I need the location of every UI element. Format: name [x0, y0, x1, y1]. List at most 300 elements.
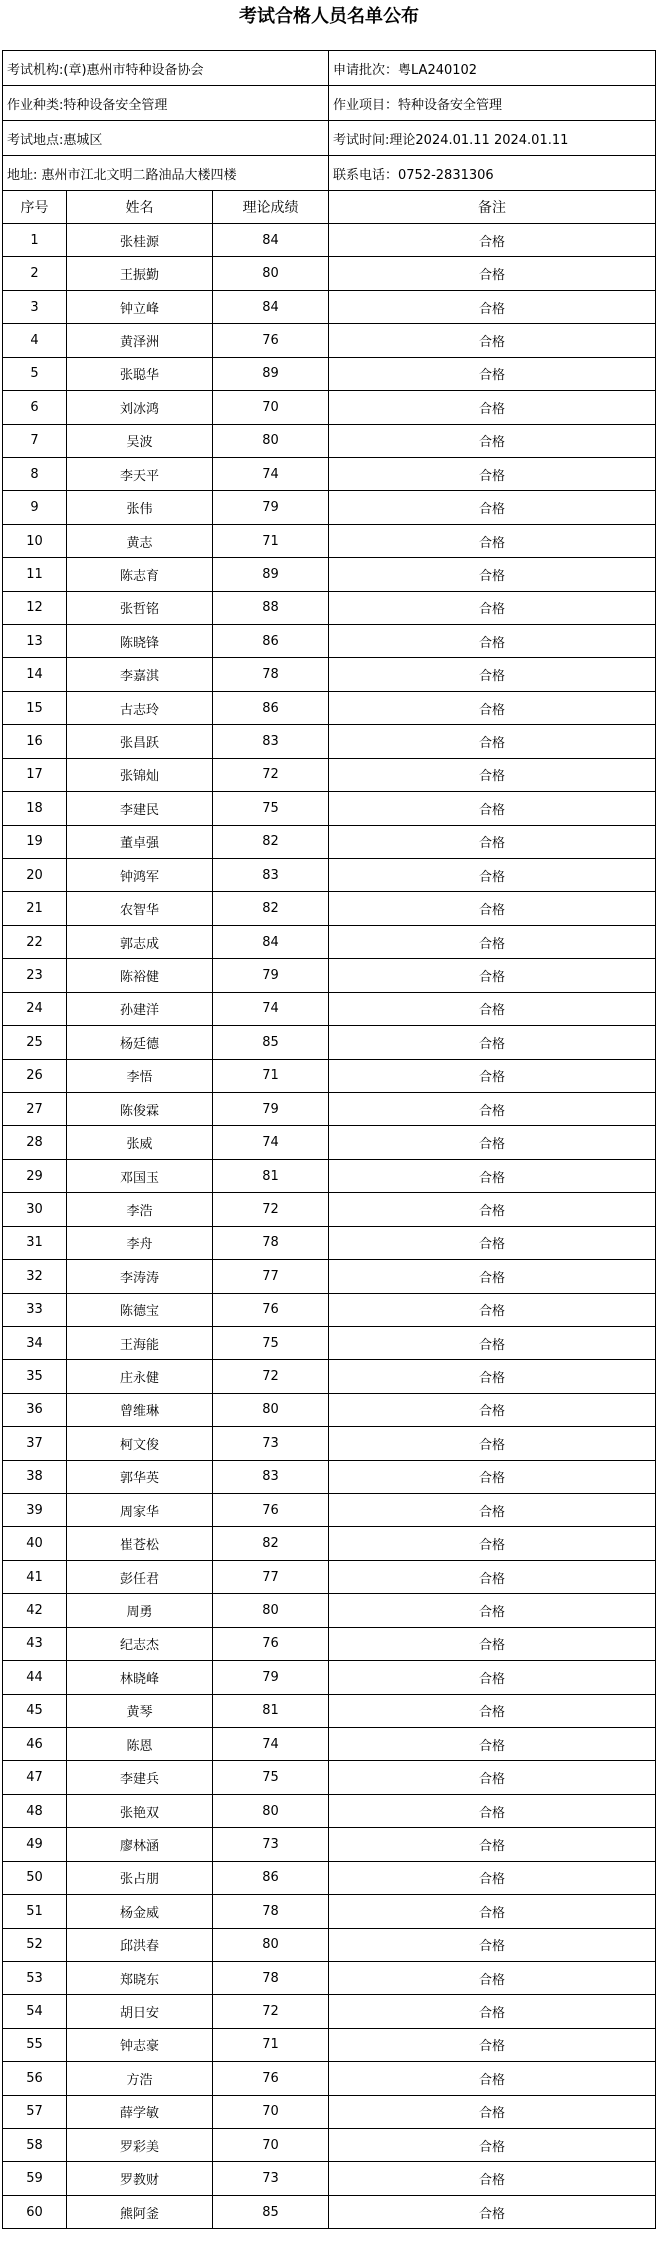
- cell-remark: 合格: [329, 1226, 656, 1259]
- cell-remark: 合格: [329, 959, 656, 992]
- table-row: [3, 1360, 656, 1393]
- table-row: [3, 1460, 656, 1493]
- table-row: [3, 324, 656, 357]
- table-row: [3, 1928, 656, 1961]
- cell-remark: 合格: [329, 1026, 656, 1059]
- cell-no: 29: [3, 1159, 67, 1192]
- cell-name: 张威: [67, 1126, 213, 1159]
- cell-score: 88: [213, 591, 329, 624]
- header-remark: 备注: [329, 191, 656, 224]
- cell-score: 80: [213, 1393, 329, 1426]
- cell-name: 彭任君: [67, 1560, 213, 1593]
- cell-name: 纪志杰: [67, 1627, 213, 1660]
- cell-name: 郭志成: [67, 925, 213, 958]
- table-row: [3, 2028, 656, 2061]
- table-row: [3, 1794, 656, 1827]
- cell-score: 76: [213, 1627, 329, 1660]
- cell-score: 77: [213, 1260, 329, 1293]
- cell-score: 71: [213, 524, 329, 557]
- contact-phone: 联系电话：0752-2831306: [329, 156, 656, 191]
- cell-name: 方浩: [67, 2062, 213, 2095]
- info-row-category: [3, 86, 656, 121]
- table-row: [3, 1059, 656, 1092]
- cell-score: 84: [213, 290, 329, 323]
- exam-org: 考试机构:(章)惠州市特种设备协会: [3, 51, 329, 86]
- cell-remark: 合格: [329, 992, 656, 1025]
- cell-remark: 合格: [329, 792, 656, 825]
- cell-name: 邓国玉: [67, 1159, 213, 1192]
- table-row: [3, 1026, 656, 1059]
- table-row: [3, 1393, 656, 1426]
- table-row: [3, 1627, 656, 1660]
- cell-remark: 合格: [329, 859, 656, 892]
- table-row: [3, 1226, 656, 1259]
- cell-score: 82: [213, 825, 329, 858]
- cell-score: 80: [213, 257, 329, 290]
- cell-no: 5: [3, 357, 67, 390]
- cell-remark: 合格: [329, 1594, 656, 1627]
- cell-score: 72: [213, 1360, 329, 1393]
- table-row: [3, 825, 656, 858]
- cell-no: 45: [3, 1694, 67, 1727]
- cell-score: 84: [213, 925, 329, 958]
- cell-no: 20: [3, 859, 67, 892]
- cell-name: 薛学敏: [67, 2095, 213, 2128]
- cell-score: 82: [213, 1527, 329, 1560]
- apply-batch: 申请批次：粤LA240102: [329, 51, 656, 86]
- table-row: [3, 1126, 656, 1159]
- cell-name: 李嘉淇: [67, 658, 213, 691]
- cell-remark: 合格: [329, 1694, 656, 1727]
- table-header-row: [3, 191, 656, 224]
- cell-no: 55: [3, 2028, 67, 2061]
- cell-no: 40: [3, 1527, 67, 1560]
- exam-location: 考试地点:惠城区: [3, 121, 329, 156]
- cell-name: 廖林涵: [67, 1828, 213, 1861]
- cell-score: 85: [213, 2195, 329, 2228]
- header-score: 理论成绩: [213, 191, 329, 224]
- table-row: [3, 2062, 656, 2095]
- info-row-address: [3, 156, 656, 191]
- cell-remark: 合格: [329, 825, 656, 858]
- cell-no: 53: [3, 1961, 67, 1994]
- cell-remark: 合格: [329, 224, 656, 257]
- cell-score: 79: [213, 491, 329, 524]
- cell-remark: 合格: [329, 1560, 656, 1593]
- cell-remark: 合格: [329, 357, 656, 390]
- cell-no: 58: [3, 2129, 67, 2162]
- table-row: [3, 2162, 656, 2195]
- cell-name: 杨廷德: [67, 1026, 213, 1059]
- cell-score: 76: [213, 324, 329, 357]
- cell-no: 11: [3, 558, 67, 591]
- cell-score: 86: [213, 625, 329, 658]
- cell-name: 林晓峰: [67, 1661, 213, 1694]
- table-row: [3, 691, 656, 724]
- cell-remark: 合格: [329, 2095, 656, 2128]
- cell-remark: 合格: [329, 457, 656, 490]
- cell-name: 董卓强: [67, 825, 213, 858]
- work-category: 作业种类:特种设备安全管理: [3, 86, 329, 121]
- cell-score: 75: [213, 1326, 329, 1359]
- cell-score: 71: [213, 1059, 329, 1092]
- results-table: [2, 50, 656, 2229]
- table-row: [3, 1895, 656, 1928]
- cell-remark: 合格: [329, 1494, 656, 1527]
- cell-score: 83: [213, 859, 329, 892]
- table-row: [3, 1260, 656, 1293]
- cell-score: 81: [213, 1159, 329, 1192]
- table-row: [3, 524, 656, 557]
- cell-no: 15: [3, 691, 67, 724]
- table-row: [3, 1193, 656, 1226]
- cell-no: 6: [3, 391, 67, 424]
- cell-no: 16: [3, 725, 67, 758]
- cell-remark: 合格: [329, 1727, 656, 1760]
- cell-no: 44: [3, 1661, 67, 1694]
- table-row: [3, 1594, 656, 1627]
- cell-name: 罗彩美: [67, 2129, 213, 2162]
- cell-no: 22: [3, 925, 67, 958]
- cell-no: 2: [3, 257, 67, 290]
- cell-name: 黄泽洲: [67, 324, 213, 357]
- cell-name: 柯文俊: [67, 1427, 213, 1460]
- cell-remark: 合格: [329, 1293, 656, 1326]
- cell-no: 31: [3, 1226, 67, 1259]
- page-title: 考试合格人员名单公布: [239, 6, 419, 27]
- cell-no: 10: [3, 524, 67, 557]
- table-row: [3, 1828, 656, 1861]
- cell-name: 李舟: [67, 1226, 213, 1259]
- cell-name: 王振勤: [67, 257, 213, 290]
- cell-remark: 合格: [329, 1895, 656, 1928]
- cell-score: 76: [213, 2062, 329, 2095]
- table-row: [3, 424, 656, 457]
- header-no: 序号: [3, 191, 67, 224]
- cell-no: 52: [3, 1928, 67, 1961]
- table-row: [3, 224, 656, 257]
- cell-no: 27: [3, 1092, 67, 1125]
- cell-no: 36: [3, 1393, 67, 1426]
- cell-remark: 合格: [329, 1427, 656, 1460]
- cell-score: 79: [213, 959, 329, 992]
- cell-score: 73: [213, 1828, 329, 1861]
- cell-remark: 合格: [329, 892, 656, 925]
- cell-no: 30: [3, 1193, 67, 1226]
- cell-name: 李建民: [67, 792, 213, 825]
- table-row: [3, 1694, 656, 1727]
- cell-remark: 合格: [329, 1393, 656, 1426]
- cell-name: 孙建洋: [67, 992, 213, 1025]
- cell-score: 79: [213, 1092, 329, 1125]
- cell-no: 50: [3, 1861, 67, 1894]
- table-row: [3, 591, 656, 624]
- cell-no: 51: [3, 1895, 67, 1928]
- cell-name: 崔苍松: [67, 1527, 213, 1560]
- cell-name: 农智华: [67, 892, 213, 925]
- cell-name: 陈俊霖: [67, 1092, 213, 1125]
- cell-no: 1: [3, 224, 67, 257]
- table-row: [3, 725, 656, 758]
- cell-no: 17: [3, 758, 67, 791]
- cell-no: 60: [3, 2195, 67, 2228]
- info-row-org: [3, 51, 656, 86]
- cell-remark: 合格: [329, 524, 656, 557]
- cell-score: 89: [213, 357, 329, 390]
- cell-no: 32: [3, 1260, 67, 1293]
- cell-score: 70: [213, 391, 329, 424]
- cell-remark: 合格: [329, 758, 656, 791]
- cell-name: 张艳双: [67, 1794, 213, 1827]
- cell-score: 76: [213, 1293, 329, 1326]
- cell-no: 18: [3, 792, 67, 825]
- cell-name: 张伟: [67, 491, 213, 524]
- cell-remark: 合格: [329, 324, 656, 357]
- cell-no: 25: [3, 1026, 67, 1059]
- cell-remark: 合格: [329, 1059, 656, 1092]
- cell-remark: 合格: [329, 691, 656, 724]
- cell-remark: 合格: [329, 1326, 656, 1359]
- cell-remark: 合格: [329, 1126, 656, 1159]
- cell-remark: 合格: [329, 591, 656, 624]
- table-row: [3, 792, 656, 825]
- cell-score: 76: [213, 1494, 329, 1527]
- cell-score: 74: [213, 992, 329, 1025]
- cell-no: 19: [3, 825, 67, 858]
- table-row: [3, 558, 656, 591]
- cell-score: 75: [213, 1761, 329, 1794]
- cell-name: 胡日安: [67, 1995, 213, 2028]
- header-name: 姓名: [67, 191, 213, 224]
- table-row: [3, 491, 656, 524]
- cell-remark: 合格: [329, 1861, 656, 1894]
- cell-score: 80: [213, 1794, 329, 1827]
- cell-score: 72: [213, 1193, 329, 1226]
- cell-remark: 合格: [329, 391, 656, 424]
- cell-no: 33: [3, 1293, 67, 1326]
- cell-score: 83: [213, 1460, 329, 1493]
- cell-name: 陈晓锋: [67, 625, 213, 658]
- table-row: [3, 758, 656, 791]
- cell-score: 74: [213, 457, 329, 490]
- cell-name: 熊阿釜: [67, 2195, 213, 2228]
- cell-score: 71: [213, 2028, 329, 2061]
- cell-no: 7: [3, 424, 67, 457]
- table-row: [3, 1326, 656, 1359]
- cell-score: 84: [213, 224, 329, 257]
- cell-name: 刘冰鸿: [67, 391, 213, 424]
- cell-score: 72: [213, 758, 329, 791]
- cell-no: 12: [3, 591, 67, 624]
- table-row: [3, 1092, 656, 1125]
- cell-name: 陈志育: [67, 558, 213, 591]
- cell-remark: 合格: [329, 1995, 656, 2028]
- cell-remark: 合格: [329, 1761, 656, 1794]
- cell-score: 78: [213, 1961, 329, 1994]
- cell-name: 张桂源: [67, 224, 213, 257]
- cell-remark: 合格: [329, 1627, 656, 1660]
- table-row: [3, 1494, 656, 1527]
- cell-remark: 合格: [329, 2195, 656, 2228]
- cell-no: 47: [3, 1761, 67, 1794]
- cell-no: 57: [3, 2095, 67, 2128]
- cell-remark: 合格: [329, 2162, 656, 2195]
- cell-name: 李建兵: [67, 1761, 213, 1794]
- cell-no: 14: [3, 658, 67, 691]
- cell-no: 21: [3, 892, 67, 925]
- cell-score: 75: [213, 792, 329, 825]
- cell-score: 73: [213, 2162, 329, 2195]
- cell-no: 38: [3, 1460, 67, 1493]
- cell-remark: 合格: [329, 1961, 656, 1994]
- cell-no: 39: [3, 1494, 67, 1527]
- cell-score: 72: [213, 1995, 329, 2028]
- table-row: [3, 1861, 656, 1894]
- cell-score: 78: [213, 1226, 329, 1259]
- table-row: [3, 892, 656, 925]
- cell-remark: 合格: [329, 491, 656, 524]
- cell-name: 张聪华: [67, 357, 213, 390]
- cell-remark: 合格: [329, 424, 656, 457]
- cell-remark: 合格: [329, 257, 656, 290]
- cell-remark: 合格: [329, 2129, 656, 2162]
- cell-remark: 合格: [329, 1159, 656, 1192]
- cell-name: 张锦灿: [67, 758, 213, 791]
- cell-no: 34: [3, 1326, 67, 1359]
- cell-score: 81: [213, 1694, 329, 1727]
- cell-name: 曾维琳: [67, 1393, 213, 1426]
- cell-name: 张哲铭: [67, 591, 213, 624]
- cell-name: 李悟: [67, 1059, 213, 1092]
- cell-remark: 合格: [329, 1661, 656, 1694]
- cell-no: 24: [3, 992, 67, 1025]
- table-row: [3, 257, 656, 290]
- cell-name: 黄志: [67, 524, 213, 557]
- cell-no: 23: [3, 959, 67, 992]
- cell-name: 郭华英: [67, 1460, 213, 1493]
- cell-name: 庄永健: [67, 1360, 213, 1393]
- cell-remark: 合格: [329, 1260, 656, 1293]
- table-row: [3, 2095, 656, 2128]
- cell-no: 26: [3, 1059, 67, 1092]
- cell-name: 古志玲: [67, 691, 213, 724]
- table-row: [3, 859, 656, 892]
- cell-remark: 合格: [329, 625, 656, 658]
- cell-remark: 合格: [329, 290, 656, 323]
- cell-score: 80: [213, 1928, 329, 1961]
- cell-remark: 合格: [329, 2062, 656, 2095]
- cell-score: 89: [213, 558, 329, 591]
- table-row: [3, 1159, 656, 1192]
- cell-name: 罗教财: [67, 2162, 213, 2195]
- table-row: [3, 1761, 656, 1794]
- cell-remark: 合格: [329, 1460, 656, 1493]
- cell-name: 黄琴: [67, 1694, 213, 1727]
- cell-remark: 合格: [329, 558, 656, 591]
- cell-no: 56: [3, 2062, 67, 2095]
- cell-remark: 合格: [329, 1360, 656, 1393]
- table-row: [3, 2129, 656, 2162]
- cell-remark: 合格: [329, 2028, 656, 2061]
- cell-name: 李涛涛: [67, 1260, 213, 1293]
- cell-name: 吴波: [67, 424, 213, 457]
- cell-no: 3: [3, 290, 67, 323]
- table-row: [3, 1527, 656, 1560]
- cell-name: 钟志豪: [67, 2028, 213, 2061]
- cell-no: 35: [3, 1360, 67, 1393]
- table-row: [3, 1961, 656, 1994]
- cell-no: 28: [3, 1126, 67, 1159]
- table-row: [3, 1293, 656, 1326]
- cell-name: 王海能: [67, 1326, 213, 1359]
- cell-name: 邱洪春: [67, 1928, 213, 1961]
- cell-name: 李浩: [67, 1193, 213, 1226]
- info-row-location: [3, 121, 656, 156]
- cell-remark: 合格: [329, 1828, 656, 1861]
- cell-no: 13: [3, 625, 67, 658]
- cell-remark: 合格: [329, 925, 656, 958]
- cell-score: 82: [213, 892, 329, 925]
- cell-score: 73: [213, 1427, 329, 1460]
- cell-no: 49: [3, 1828, 67, 1861]
- table-row: [3, 1995, 656, 2028]
- cell-remark: 合格: [329, 1794, 656, 1827]
- cell-name: 钟鸿军: [67, 859, 213, 892]
- cell-score: 86: [213, 691, 329, 724]
- cell-remark: 合格: [329, 658, 656, 691]
- cell-remark: 合格: [329, 1193, 656, 1226]
- table-row: [3, 1560, 656, 1593]
- cell-score: 74: [213, 1126, 329, 1159]
- cell-remark: 合格: [329, 725, 656, 758]
- table-row: [3, 457, 656, 490]
- cell-no: 8: [3, 457, 67, 490]
- table-row: [3, 959, 656, 992]
- cell-name: 郑晓东: [67, 1961, 213, 1994]
- table-row: [3, 625, 656, 658]
- cell-score: 78: [213, 1895, 329, 1928]
- table-row: [3, 357, 656, 390]
- address: 地址: 惠州市江北文明二路油品大楼四楼: [3, 156, 329, 191]
- cell-score: 78: [213, 658, 329, 691]
- cell-no: 37: [3, 1427, 67, 1460]
- table-row: [3, 1427, 656, 1460]
- cell-score: 79: [213, 1661, 329, 1694]
- cell-no: 9: [3, 491, 67, 524]
- cell-no: 46: [3, 1727, 67, 1760]
- table-row: [3, 2195, 656, 2228]
- cell-no: 54: [3, 1995, 67, 2028]
- cell-score: 83: [213, 725, 329, 758]
- table-row: [3, 290, 656, 323]
- cell-score: 70: [213, 2095, 329, 2128]
- table-row: [3, 658, 656, 691]
- cell-remark: 合格: [329, 1928, 656, 1961]
- table-row: [3, 925, 656, 958]
- cell-name: 周勇: [67, 1594, 213, 1627]
- cell-score: 85: [213, 1026, 329, 1059]
- work-item: 作业项目：特种设备安全管理: [329, 86, 656, 121]
- cell-name: 张昌跃: [67, 725, 213, 758]
- cell-name: 陈恩: [67, 1727, 213, 1760]
- cell-name: 陈裕健: [67, 959, 213, 992]
- cell-name: 李天平: [67, 457, 213, 490]
- cell-remark: 合格: [329, 1092, 656, 1125]
- cell-no: 43: [3, 1627, 67, 1660]
- cell-name: 陈德宝: [67, 1293, 213, 1326]
- cell-name: 杨金威: [67, 1895, 213, 1928]
- cell-no: 48: [3, 1794, 67, 1827]
